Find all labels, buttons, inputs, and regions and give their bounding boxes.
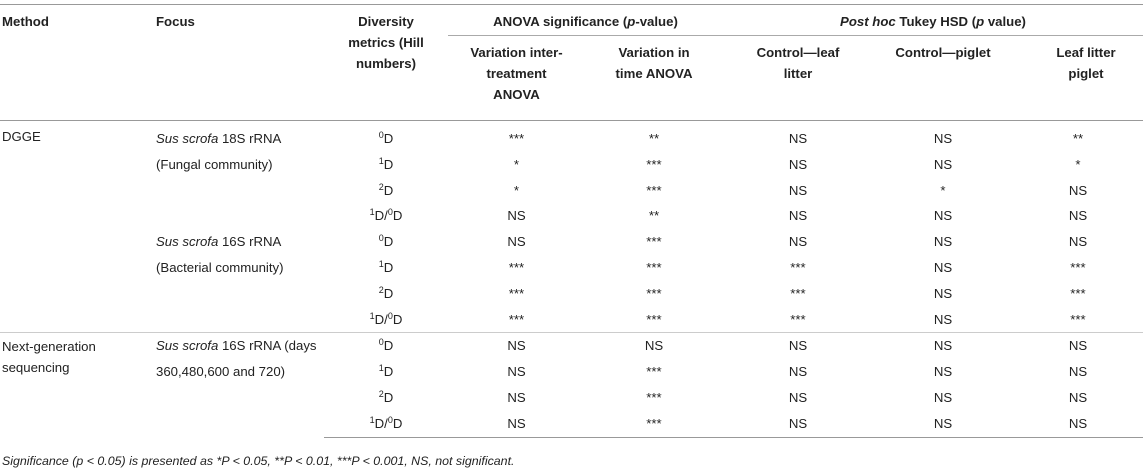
diversity-metric [324, 203, 448, 229]
header-tukey-group: Post hoc Tukey HSD (p value) [723, 5, 1143, 36]
diversity-metric [324, 229, 448, 255]
metric-symbol: D [383, 182, 394, 198]
value-control-piglet: NS [933, 311, 953, 327]
diversity-metric [324, 121, 448, 152]
metric-order: 0 [378, 337, 384, 348]
method-cell [0, 229, 156, 333]
header-ctrl-leaf: Control—leaf litter [756, 45, 840, 81]
value-time: *** [646, 182, 662, 198]
value-time: ** [648, 208, 660, 224]
diversity-metric [324, 255, 448, 281]
value-leaf-piglet: *** [1070, 285, 1086, 301]
value-control-leaf: NS [788, 208, 808, 224]
diversity-metric [324, 411, 448, 437]
header-focus: Focus [156, 14, 195, 29]
focus-species: Sus scrofa [156, 131, 219, 146]
value-control-piglet: NS [933, 234, 953, 250]
value-inter-treatment: *** [508, 131, 525, 146]
metric-symbol: D [383, 131, 394, 146]
value-control-leaf: *** [790, 285, 806, 301]
focus-species: Sus scrofa [156, 234, 219, 250]
metric-order: 0 [378, 233, 384, 244]
metric-symbol: D [383, 259, 394, 275]
metric-order: 1 [378, 155, 384, 166]
value-time: *** [646, 234, 662, 250]
metric-symbol: D [392, 415, 403, 431]
metric-order: 0 [378, 130, 384, 140]
focus-description: 18S rRNA (Fungal community) [156, 131, 281, 172]
metric-symbol: D [383, 234, 394, 250]
value-inter-treatment: NS [448, 411, 585, 437]
value-leaf-piglet: NS [1068, 208, 1088, 224]
value-inter-treatment: NS [507, 208, 526, 224]
header-leaf-piglet: Leaf litter piglet [1056, 45, 1116, 81]
results-table [0, 4, 1143, 438]
value-control-piglet: NS [933, 156, 953, 172]
header-diversity: Diversity metrics (Hill numbers) [348, 14, 424, 71]
value-control-piglet: NS [933, 208, 953, 224]
value-time: *** [646, 364, 662, 380]
value-time: *** [646, 259, 662, 275]
value-control-piglet: NS [933, 285, 953, 301]
value-leaf-piglet: * [1075, 156, 1081, 172]
metric-symbol: D [383, 156, 394, 172]
diversity-metric [324, 178, 448, 204]
value-control-leaf: *** [790, 259, 806, 275]
value-control-piglet: * [940, 182, 946, 198]
metric-order: 2 [378, 181, 384, 192]
method-cell: Next-generation sequencing [0, 333, 156, 437]
value-time: *** [646, 156, 662, 172]
diversity-metric [324, 281, 448, 307]
metric-symbol: D [383, 338, 394, 354]
value-control-leaf: NS [788, 131, 808, 146]
value-control-leaf: NS [788, 156, 808, 172]
metric-symbol: D [383, 389, 394, 405]
table-row [0, 229, 1143, 255]
value-control-leaf: NS [788, 364, 808, 380]
value-time: *** [646, 311, 662, 327]
value-leaf-piglet: NS [1068, 389, 1088, 405]
value-inter-treatment: *** [508, 285, 525, 301]
value-control-piglet: NS [933, 389, 953, 405]
method-cell: DGGE [2, 129, 41, 144]
value-time: *** [646, 285, 662, 301]
metric-order: 1 [369, 414, 375, 425]
metric-symbol: D [392, 311, 403, 327]
metric-symbol: D [392, 208, 403, 224]
header-var-inter: Variation inter-treatment ANOVA [470, 45, 563, 102]
value-control-piglet: NS [873, 333, 1013, 359]
header-row-1 [0, 5, 1143, 36]
value-leaf-piglet: NS [1013, 333, 1143, 359]
value-leaf-piglet: *** [1070, 311, 1086, 327]
value-leaf-piglet: NS [1068, 234, 1088, 250]
value-control-piglet: NS [933, 259, 953, 275]
value-inter-treatment: * [513, 182, 520, 198]
metric-order: 1 [378, 363, 384, 374]
value-control-piglet: NS [873, 411, 1013, 437]
table-row [0, 333, 1143, 359]
diversity-metric [324, 359, 448, 385]
value-inter-treatment: NS [507, 389, 526, 405]
value-time: ** [648, 131, 660, 146]
metric-order: 1 [369, 310, 375, 321]
focus-description: 16S rRNA (Bacterial community) [156, 234, 284, 275]
value-inter-treatment: *** [508, 311, 525, 327]
metric-order: 1 [369, 207, 375, 218]
header-method: Method [2, 14, 49, 29]
value-control-leaf: NS [788, 182, 808, 198]
value-control-leaf: NS [723, 333, 873, 359]
value-leaf-piglet: NS [1013, 411, 1143, 437]
table-body [0, 121, 1143, 438]
value-control-leaf: *** [790, 311, 806, 327]
value-inter-treatment: NS [507, 364, 526, 380]
metric-symbol: D/ [374, 208, 388, 224]
value-inter-treatment: * [513, 156, 520, 172]
focus-cell [156, 229, 324, 333]
metric-symbol: D/ [374, 311, 388, 327]
value-time: *** [585, 411, 723, 437]
header-anova-group: ANOVA significance (p-value) [448, 5, 723, 36]
value-control-leaf: NS [723, 411, 873, 437]
value-leaf-piglet: *** [1070, 259, 1086, 275]
value-leaf-piglet: NS [1068, 182, 1088, 198]
value-control-leaf: NS [788, 234, 808, 250]
header-ctrl-piglet: Control—piglet [895, 45, 991, 60]
value-leaf-piglet: NS [1068, 364, 1088, 380]
table-row [0, 121, 1143, 152]
diversity-metric [324, 307, 448, 333]
value-inter-treatment: NS [448, 333, 585, 359]
value-control-leaf: NS [788, 389, 808, 405]
metric-order: 0 [387, 310, 393, 321]
metric-symbol: D [383, 285, 394, 301]
value-leaf-piglet: ** [1072, 131, 1084, 146]
value-control-piglet: NS [933, 364, 953, 380]
metric-order: 1 [378, 258, 384, 269]
diversity-metric [324, 385, 448, 411]
value-time: NS [585, 333, 723, 359]
metric-symbol: D [383, 364, 394, 380]
table-footnote: Significance (p < 0.05) is presented as *P < 0.05, **P < 0.01, ***P < 0.001, NS, not significant. [2, 454, 515, 468]
diversity-metric [324, 333, 448, 359]
value-inter-treatment: NS [507, 234, 526, 250]
metric-order: 0 [387, 414, 393, 425]
value-inter-treatment: *** [508, 259, 525, 275]
header-var-time: Variation in time ANOVA [615, 45, 693, 81]
metric-order: 2 [378, 284, 384, 295]
focus-cell [156, 121, 324, 230]
metric-order: 2 [378, 388, 384, 399]
metric-symbol: D/ [374, 415, 388, 431]
focus-species: Sus scrofa [156, 338, 219, 354]
value-control-piglet: NS [933, 131, 953, 146]
focus-description: 16S rRNA (days 360,480,600 and 720) [156, 338, 317, 380]
metric-order: 0 [387, 207, 393, 218]
value-time: *** [646, 389, 662, 405]
focus-cell [156, 333, 324, 437]
diversity-metric [324, 152, 448, 178]
